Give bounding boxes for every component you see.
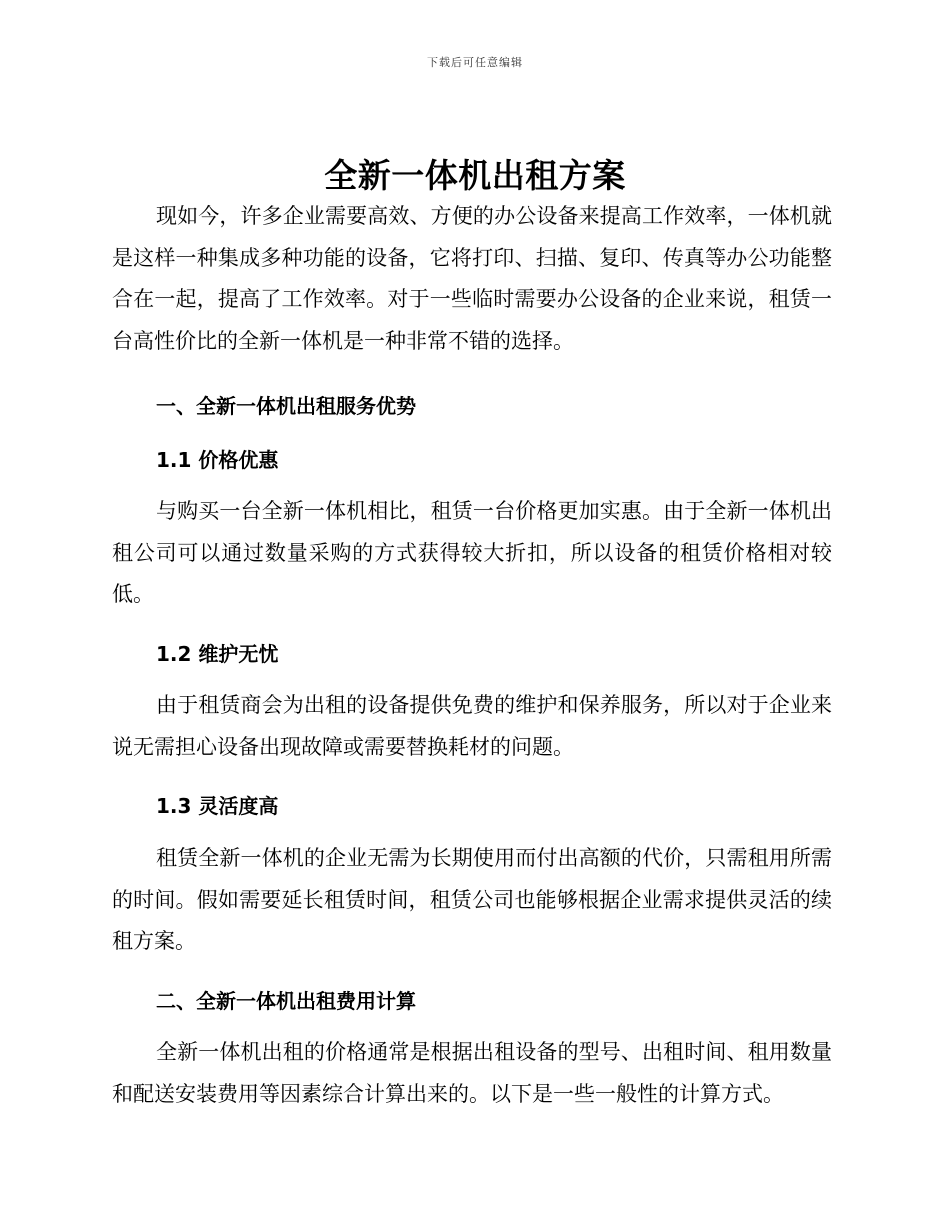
section1-heading: 一、全新一体机出租服务优势	[156, 394, 416, 418]
section1-3-paragraph: 租赁全新一体机的企业无需为长期使用而付出高额的代价，只需租用所需的时间。假如需要延长租赁时间，租赁公司也能够根据企业需求提供灵活的续租方案。	[112, 846, 832, 953]
section1-1-heading: 1.1 价格优惠	[156, 448, 279, 472]
section2-heading: 二、全新一体机出租费用计算	[156, 989, 416, 1013]
page-header-note: 下载后可任意编辑	[427, 56, 523, 69]
document-title: 全新一体机出租方案	[324, 156, 626, 195]
section1-3-heading: 1.3 灵活度高	[156, 794, 279, 818]
section2-paragraph: 全新一体机出租的价格通常是根据出租设备的型号、出租时间、租用数量和配送安装费用等因素综合计算出来的。以下是一些一般性的计算方式。	[112, 1040, 832, 1106]
section1-1-paragraph: 与购买一台全新一体机相比，租赁一台价格更加实惠。由于全新一体机出租公司可以通过数量采购的方式获得较大折扣，所以设备的租赁价格相对较低。	[112, 499, 832, 606]
section1-2-paragraph: 由于租赁商会为出租的设备提供免费的维护和保养服务，所以对于企业来说无需担心设备出现故障或需要替换耗材的问题。	[112, 693, 832, 759]
intro-paragraph: 现如今，许多企业需要高效、方便的办公设备来提高工作效率，一体机就是这样一种集成多种功能的设备，它将打印、扫描、复印、传真等办公功能整合在一起，提高了工作效率。对于一些临时需要办公设备的企业来说，租赁一台高性价比的全新一体机是一种非常不错的选择。	[112, 204, 832, 353]
section1-2-heading: 1.2 维护无忧	[156, 642, 279, 666]
